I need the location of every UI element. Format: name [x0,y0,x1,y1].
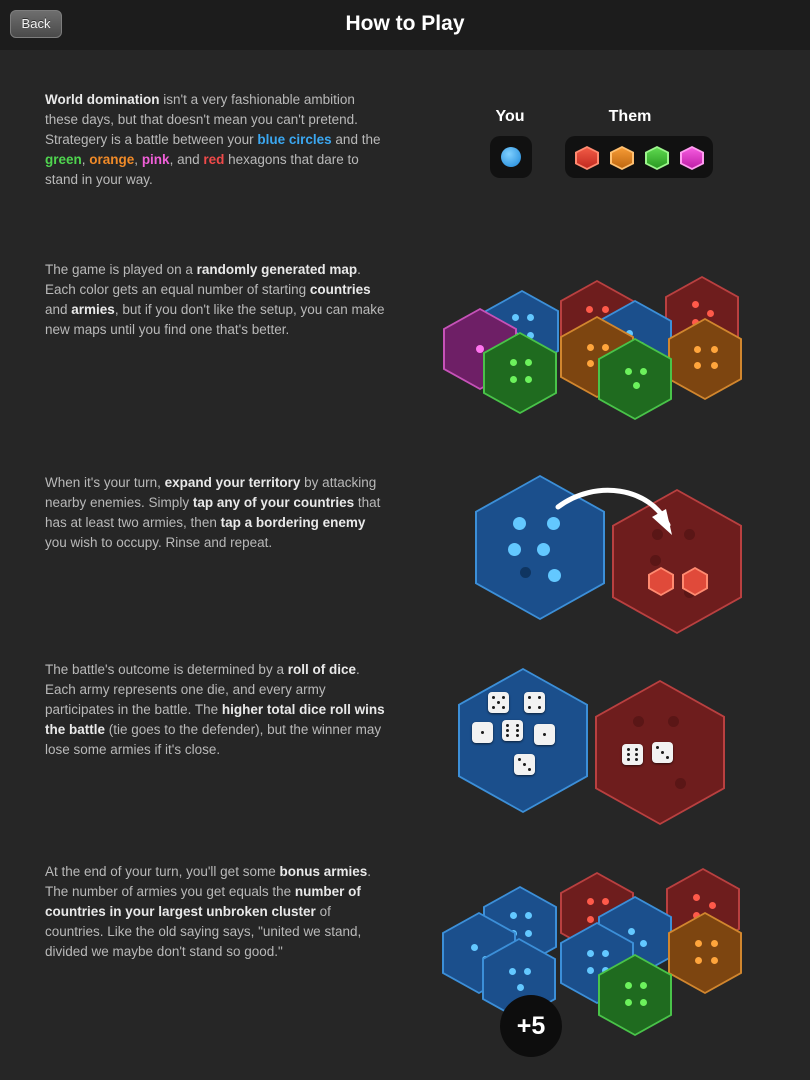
page-title: How to Play [345,12,465,35]
bonus-hex-green-1 [598,954,672,1036]
section-bonus [0,850,810,1080]
legend-hex-orange [610,146,634,170]
legend-hex-red [575,146,599,170]
turn-paragraph: When it's your turn, expand your territory by attacking nearby enemies. Simply tap any of your countries that has at least two armies, then tap a bordering enemy you wish to occupy. Rinse and repeat. [45,475,381,550]
attack-arrow-icon [550,473,690,553]
die-attacker-4 [502,720,523,741]
turn-hex-marker-1 [648,567,674,596]
map-art [420,260,810,450]
legend-you-label: You [495,108,525,125]
map-hex-orange-2 [668,318,742,400]
bonus-paragraph: At the end of your turn, you'll get some bonus armies. The number of armies you get equals the number of countries in your largest unbroken cluster of countries. Like the old saying says, "united we stand, divided we maybe don't stand so good." [45,864,372,959]
map-paragraph: The game is played on a randomly generated map. Each color gets an equal number of starting countries and armies, but if you don't like the setup, you can make new maps until you find one that's better. [45,262,385,337]
section-map [0,260,810,450]
section-intro [0,90,810,240]
turn-hex-marker-2 [682,567,708,596]
die-defender-1 [622,744,643,765]
turn-art [420,455,810,640]
legend-you-pill [490,136,532,178]
legend-hex-pink [680,146,704,170]
intro-paragraph: World domination isn't a very fashionable ambition these days, but that doesn't mean you can't pretend. Strategery is a battle between your blue circles and the green, orange, pink, and red hexagons that dare to stand in your way. [45,92,381,187]
back-button[interactable]: Back [10,10,62,38]
map-hex-green-1 [483,332,557,414]
legend-them-label: Them [608,108,652,125]
section-dice [0,650,810,835]
legend-art [420,90,810,240]
die-attacker-2 [524,692,545,713]
die-attacker-5 [534,724,555,745]
legend-hex-green [645,146,669,170]
bonus-badge: +5 [500,995,562,1057]
bonus-hex-orange-1 [668,912,742,994]
dice-art [420,650,810,835]
legend-you-circle [501,147,521,167]
die-defender-2 [652,742,673,763]
dice-paragraph: The battle's outcome is determined by a roll of dice. Each army represents one die, and every army participates in the battle. The higher total dice roll wins the battle (tie goes to the defender), but the winner may lose some armies if it's close. [45,662,385,757]
map-hex-green-2 [598,338,672,420]
die-attacker-6 [514,754,535,775]
app-header [0,0,810,50]
bonus-art [420,850,810,1080]
legend-them-pill [565,136,713,178]
section-turn [0,455,810,640]
die-attacker-1 [488,692,509,713]
how-to-play-content [0,50,810,1080]
die-attacker-3 [472,722,493,743]
